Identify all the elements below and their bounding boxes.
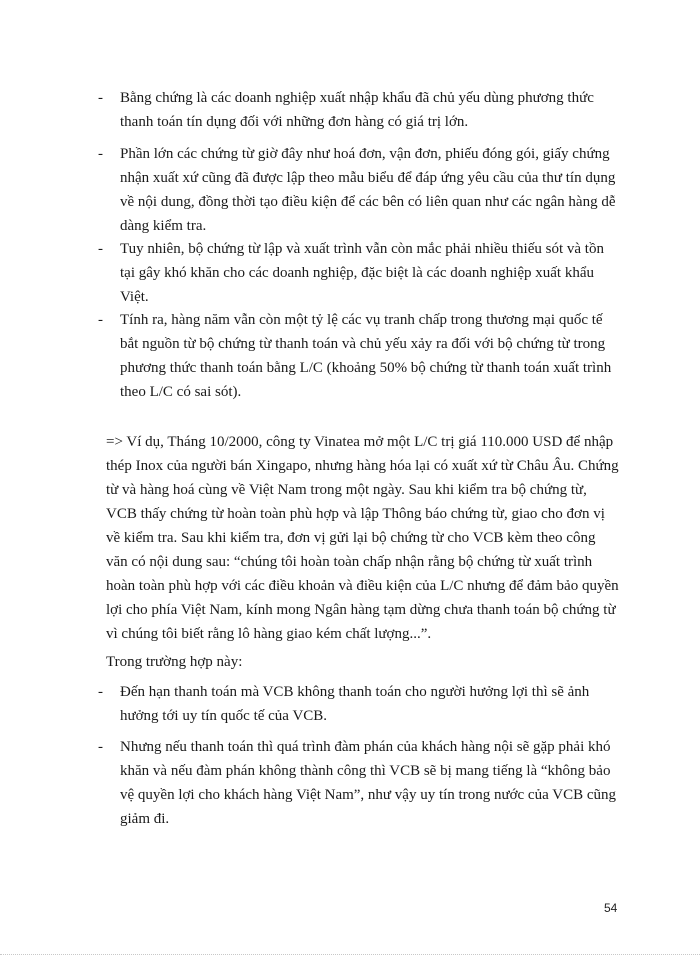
page-bottom-rule [0,954,700,955]
bullet-text: Tính ra, hàng năm vẫn còn một tỷ lệ các vụ tranh chấp trong thương mại quốc tế bắt nguồn từ bộ chứng từ thanh toán và chủ yếu xảy ra đối với bộ chứng từ trong phương thức thanh toán bằng L/C (khoảng 50% bộ chứng từ thanh toán xuất trình theo L/C có sai sót). [120,312,612,400]
bullet-text: Bằng chứng là các doanh nghiệp xuất nhập khẩu đã chủ yếu dùng phương thức thanh toán tín dụng đối với những đơn hàng có giá trị lớn. [120,90,594,130]
bullet-item [98,86,618,134]
bullet-item [98,142,618,238]
bullet-dash: - [98,739,103,755]
bullet-text: Nhưng nếu thanh toán thì quá trình đàm phán của khách hàng nội sẽ gặp phải khó khăn và nếu đàm phán không thành công thì VCB sẽ bị mang tiếng là “không bảo vệ quyền lợi cho khách hàng Việt Nam”, như vậy uy tín trong nước của VCB cũng giảm đi. [120,739,616,827]
bullet-item [98,237,618,309]
bullet-dash: - [98,312,103,328]
bullet-text: Đến hạn thanh toán mà VCB không thanh toán cho người hưởng lợi thì sẽ ảnh hưởng tới uy tín quốc tế của VCB. [120,684,590,724]
bullet-dash: - [98,241,103,257]
example-paragraph: => Ví dụ, Tháng 10/2000, công ty Vinatea mở một L/C trị giá 110.000 USD để nhập thép Inox của người bán Xingapo, nhưng hàng hóa lại có xuất xứ từ Châu Âu. Chứng từ và hàng hoá cùng về Việt Nam trong một ngày. Sau khi kiểm tra bộ chứng từ, VCB thấy chứng từ hoàn toàn phù hợp và lập Thông báo chứng từ, giao cho đơn vị về kiểm tra. Sau khi kiểm tra, đơn vị gửi lại bộ chứng từ cho VCB kèm theo công văn có nội dung sau: “chúng tôi hoàn toàn chấp nhận rằng bộ chứng từ xuất trình hoàn toàn phù hợp với các điều khoản và điều kiện của L/C nhưng để đảm bảo quyền lợi cho phía Việt Nam, kính mong Ngân hàng tạm dừng chưa thanh toán bộ chứng từ vì chúng tôi biết rằng lô hàng giao kém chất lượng...”. [106,434,619,642]
case-intro: Trong trường hợp này: [106,654,243,670]
bullet-item [98,735,618,831]
bullet-text: Tuy nhiên, bộ chứng từ lập và xuất trình vẫn còn mắc phải nhiều thiếu sót và tồn tại gây khó khăn cho các doanh nghiệp, đặc biệt là các doanh nghiệp xuất khẩu Việt. [120,241,604,305]
bullet-item [98,308,618,404]
bullet-dash: - [98,146,103,162]
bullet-dash: - [98,90,103,106]
bullet-item [98,680,618,728]
page-number: 54 [604,901,618,915]
bullet-text: Phần lớn các chứng từ giờ đây như hoá đơn, vận đơn, phiếu đóng gói, giấy chứng nhận xuất xứ cũng đã được lập theo mẫu biểu để đáp ứng yêu cầu của thư tín dụng về nội dung, đồng thời tạo điều kiện để các bên có liên quan như các ngân hàng dễ dàng kiểm tra. [120,146,616,234]
bullet-dash: - [98,684,103,700]
